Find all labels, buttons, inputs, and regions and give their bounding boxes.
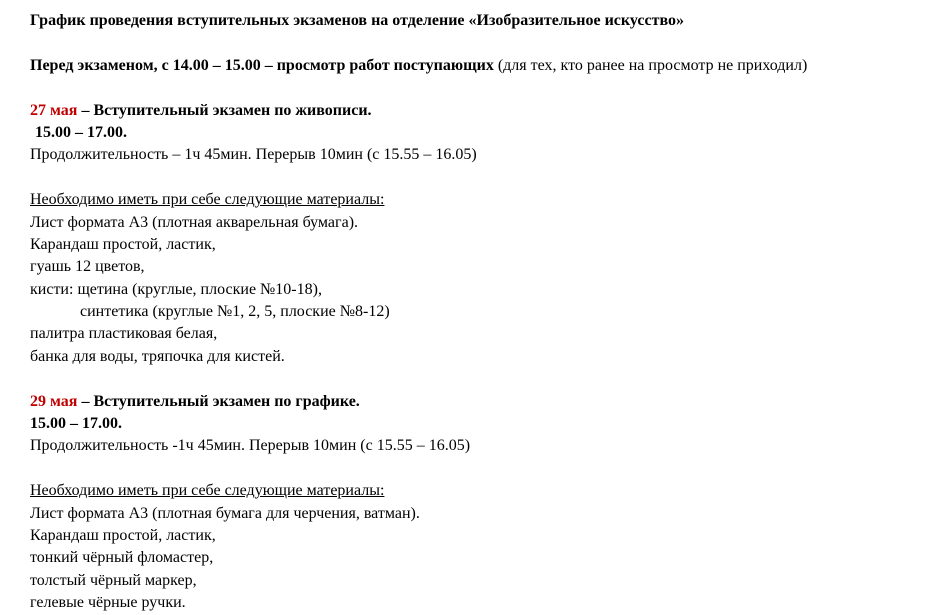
- graphics-exam-heading: [30, 391, 942, 413]
- painting-exam-date: 27 мая: [30, 101, 78, 119]
- painting-exam-time: 15.00 – 17.00.: [35, 123, 127, 141]
- graphics-materials-heading-text: Необходимо иметь при себе следующие материалы:: [30, 482, 385, 500]
- graphics-exam-title: Вступительный экзамен по графике.: [93, 392, 360, 410]
- graphics-material-item: гелевые чёрные ручки.: [30, 594, 186, 612]
- graphics-material-item: тонкий чёрный фломастер,: [30, 549, 214, 567]
- spacer: [30, 368, 942, 390]
- painting-material-item: гуашь 12 цветов,: [30, 258, 145, 276]
- painting-materials-heading-text: Необходимо иметь при себе следующие материалы:: [30, 191, 385, 209]
- painting-exam-duration: Продолжительность – 1ч 45мин. Перерыв 10мин (с 15.55 – 16.05): [30, 146, 477, 164]
- painting-exam-heading: [30, 100, 942, 122]
- painting-material-item: палитра пластиковая белая,: [30, 325, 218, 343]
- document-title: График проведения вступительных экзаменов на отделение «Изобразительное искусство»: [30, 12, 684, 29]
- graphics-material-item: толстый чёрный маркер,: [30, 571, 197, 589]
- painting-material-item: кисти: щетина (круглые, плоские №10-18),: [30, 280, 322, 298]
- graphics-material-item: Карандаш простой, ластик,: [30, 526, 216, 544]
- painting-material-item: Карандаш простой, ластик,: [30, 235, 216, 253]
- graphics-exam-duration: Продолжительность -1ч 45мин. Перерыв 10мин (с 15.55 – 16.05): [30, 437, 471, 455]
- painting-exam-title: Вступительный экзамен по живописи.: [93, 101, 372, 119]
- preview-note: [30, 55, 942, 77]
- graphics-exam-date: 29 мая: [30, 392, 78, 410]
- painting-material-item: Лист формата А3 (плотная акварельная бумага).: [30, 213, 359, 231]
- preview-note-bold: Перед экзаменом, с 14.00 – 15.00 – просмотр работ поступающих: [30, 56, 494, 74]
- document-page: [30, 10, 942, 615]
- painting-material-item: банка для воды, тряпочка для кистей.: [30, 347, 285, 365]
- painting-materials-heading: [30, 189, 942, 211]
- spacer: [30, 167, 942, 189]
- painting-exam-dash: –: [77, 101, 94, 119]
- spacer: [30, 458, 942, 480]
- spacer: [30, 77, 942, 99]
- spacer: [30, 32, 942, 54]
- graphics-exam-dash: –: [77, 392, 94, 410]
- graphics-materials-heading: [30, 480, 942, 502]
- painting-material-item: синтетика (круглые №1, 2, 5, плоские №8-12): [80, 303, 390, 321]
- graphics-material-item: Лист формата А3 (плотная бумага для черчения, ватман).: [30, 504, 420, 522]
- graphics-exam-time: 15.00 – 17.00.: [30, 415, 122, 433]
- preview-note-normal: (для тех, кто ранее на просмотр не приходил): [493, 56, 808, 74]
